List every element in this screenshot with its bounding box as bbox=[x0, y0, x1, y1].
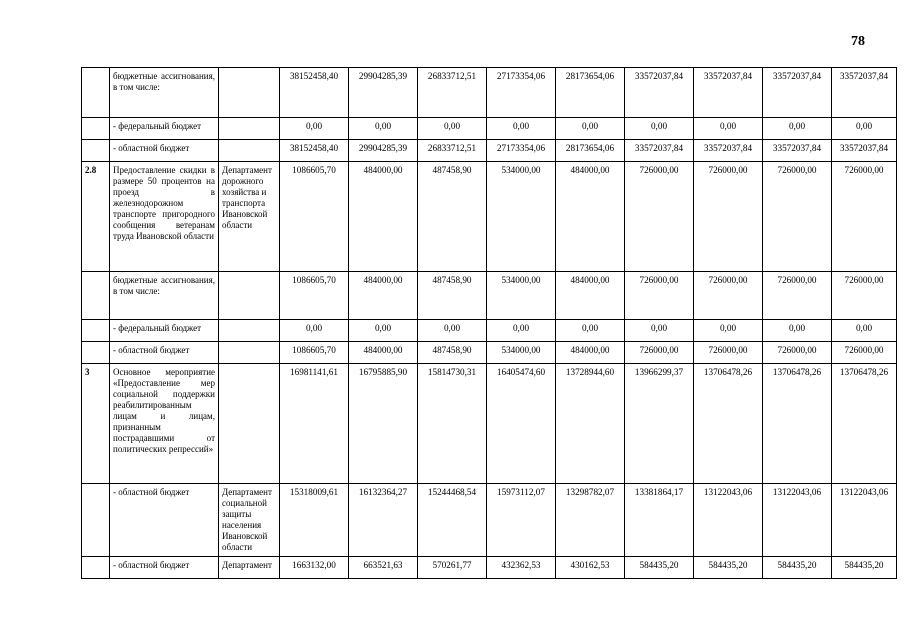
amount-cell: 26833712,51 bbox=[418, 68, 487, 118]
row-index bbox=[82, 342, 110, 364]
amount-cell: 484000,00 bbox=[349, 272, 418, 320]
row-executor bbox=[219, 118, 280, 140]
amount-cell: 726000,00 bbox=[832, 272, 897, 320]
amount-cell: 13298782,07 bbox=[556, 484, 625, 557]
amount-cell: 726000,00 bbox=[694, 342, 763, 364]
amount-cell: 13706478,26 bbox=[694, 364, 763, 484]
table-row bbox=[82, 118, 897, 140]
amount-cell: 0,00 bbox=[280, 118, 349, 140]
table-row bbox=[82, 484, 897, 557]
amount-cell: 1663132,00 bbox=[280, 557, 349, 579]
amount-cell: 33572037,84 bbox=[832, 68, 897, 118]
amount-cell: 27173354,06 bbox=[487, 140, 556, 162]
page-number: 78 bbox=[851, 34, 865, 49]
table-row bbox=[82, 557, 897, 579]
amount-cell: 432362,53 bbox=[487, 557, 556, 579]
amount-cell: 1086605,70 bbox=[280, 272, 349, 320]
table-row bbox=[82, 140, 897, 162]
amount-cell: 726000,00 bbox=[832, 162, 897, 272]
amount-cell: 726000,00 bbox=[625, 342, 694, 364]
row-description: - областной бюджет bbox=[110, 557, 219, 579]
amount-cell: 726000,00 bbox=[694, 272, 763, 320]
amount-cell: 0,00 bbox=[832, 320, 897, 342]
row-executor bbox=[219, 68, 280, 118]
table-row bbox=[82, 364, 897, 484]
amount-cell: 484000,00 bbox=[349, 162, 418, 272]
amount-cell: 38152458,40 bbox=[280, 68, 349, 118]
amount-cell: 534000,00 bbox=[487, 162, 556, 272]
amount-cell: 430162,53 bbox=[556, 557, 625, 579]
amount-cell: 0,00 bbox=[418, 118, 487, 140]
amount-cell: 15814730,31 bbox=[418, 364, 487, 484]
amount-cell: 0,00 bbox=[487, 320, 556, 342]
table-row bbox=[82, 320, 897, 342]
row-executor bbox=[219, 272, 280, 320]
amount-cell: 584435,20 bbox=[832, 557, 897, 579]
amount-cell: 29904285,39 bbox=[349, 68, 418, 118]
row-description: бюджетные ассигнования, в том числе: bbox=[110, 272, 219, 320]
amount-cell: 584435,20 bbox=[694, 557, 763, 579]
row-description: - федеральный бюджет bbox=[110, 320, 219, 342]
row-description: - федеральный бюджет bbox=[110, 118, 219, 140]
amount-cell: 484000,00 bbox=[556, 342, 625, 364]
budget-table bbox=[81, 67, 897, 579]
amount-cell: 0,00 bbox=[625, 118, 694, 140]
amount-cell: 13122043,06 bbox=[763, 484, 832, 557]
amount-cell: 726000,00 bbox=[832, 342, 897, 364]
amount-cell: 28173654,06 bbox=[556, 140, 625, 162]
amount-cell: 484000,00 bbox=[556, 162, 625, 272]
amount-cell: 13728944,60 bbox=[556, 364, 625, 484]
row-executor bbox=[219, 140, 280, 162]
amount-cell: 13706478,26 bbox=[763, 364, 832, 484]
row-description: - областной бюджет bbox=[110, 342, 219, 364]
amount-cell: 726000,00 bbox=[625, 272, 694, 320]
amount-cell: 487458,90 bbox=[418, 342, 487, 364]
row-description: - областной бюджет bbox=[110, 140, 219, 162]
amount-cell: 0,00 bbox=[694, 320, 763, 342]
row-description: Основное мероприятие «Предоставление мер социальной поддержки реабилитированным лицам и лицам, признанным пострадавшими от политических репрессий» bbox=[110, 364, 219, 484]
amount-cell: 663521,63 bbox=[349, 557, 418, 579]
table-row bbox=[82, 272, 897, 320]
amount-cell: 16405474,60 bbox=[487, 364, 556, 484]
row-description: Предоставление скидки в размере 50 процентов на проезд в железнодорожном транспорте пригородного сообщения ветеранам труда Ивановской области bbox=[110, 162, 219, 272]
amount-cell: 16795885,90 bbox=[349, 364, 418, 484]
amount-cell: 0,00 bbox=[763, 118, 832, 140]
row-index bbox=[82, 140, 110, 162]
amount-cell: 16981141,61 bbox=[280, 364, 349, 484]
amount-cell: 15318009,61 bbox=[280, 484, 349, 557]
amount-cell: 0,00 bbox=[418, 320, 487, 342]
amount-cell: 13706478,26 bbox=[832, 364, 897, 484]
amount-cell: 0,00 bbox=[349, 320, 418, 342]
amount-cell: 0,00 bbox=[280, 320, 349, 342]
row-index: 2.8 bbox=[82, 162, 110, 272]
amount-cell: 726000,00 bbox=[763, 342, 832, 364]
amount-cell: 726000,00 bbox=[625, 162, 694, 272]
row-executor bbox=[219, 320, 280, 342]
amount-cell: 27173354,06 bbox=[487, 68, 556, 118]
row-index: 3 bbox=[82, 364, 110, 484]
amount-cell: 33572037,84 bbox=[694, 140, 763, 162]
row-description: - областной бюджет bbox=[110, 484, 219, 557]
row-index bbox=[82, 272, 110, 320]
amount-cell: 13122043,06 bbox=[832, 484, 897, 557]
amount-cell: 15244468,54 bbox=[418, 484, 487, 557]
row-executor bbox=[219, 364, 280, 484]
amount-cell: 16132364,27 bbox=[349, 484, 418, 557]
budget-table-body bbox=[82, 68, 897, 579]
amount-cell: 28173654,06 bbox=[556, 68, 625, 118]
amount-cell: 38152458,40 bbox=[280, 140, 349, 162]
amount-cell: 726000,00 bbox=[763, 162, 832, 272]
amount-cell: 29904285,39 bbox=[349, 140, 418, 162]
amount-cell: 484000,00 bbox=[349, 342, 418, 364]
amount-cell: 0,00 bbox=[832, 118, 897, 140]
row-executor: Департамент bbox=[219, 557, 280, 579]
row-executor: Департамент дорожного хозяйства и транспорта Ивановской области bbox=[219, 162, 280, 272]
amount-cell: 534000,00 bbox=[487, 342, 556, 364]
amount-cell: 1086605,70 bbox=[280, 342, 349, 364]
amount-cell: 584435,20 bbox=[625, 557, 694, 579]
amount-cell: 484000,00 bbox=[556, 272, 625, 320]
row-executor bbox=[219, 342, 280, 364]
amount-cell: 33572037,84 bbox=[832, 140, 897, 162]
amount-cell: 33572037,84 bbox=[694, 68, 763, 118]
amount-cell: 0,00 bbox=[694, 118, 763, 140]
amount-cell: 0,00 bbox=[487, 118, 556, 140]
amount-cell: 570261,77 bbox=[418, 557, 487, 579]
row-index bbox=[82, 484, 110, 557]
amount-cell: 584435,20 bbox=[763, 557, 832, 579]
table-row bbox=[82, 342, 897, 364]
row-index bbox=[82, 68, 110, 118]
row-index bbox=[82, 118, 110, 140]
amount-cell: 13381864,17 bbox=[625, 484, 694, 557]
amount-cell: 534000,00 bbox=[487, 272, 556, 320]
row-description: бюджетные ассигнования, в том числе: bbox=[110, 68, 219, 118]
amount-cell: 33572037,84 bbox=[625, 68, 694, 118]
row-executor: Департамент социальной защиты населения Ивановской области bbox=[219, 484, 280, 557]
amount-cell: 33572037,84 bbox=[763, 140, 832, 162]
table-row bbox=[82, 162, 897, 272]
amount-cell: 487458,90 bbox=[418, 272, 487, 320]
amount-cell: 487458,90 bbox=[418, 162, 487, 272]
amount-cell: 0,00 bbox=[349, 118, 418, 140]
amount-cell: 0,00 bbox=[625, 320, 694, 342]
row-index bbox=[82, 557, 110, 579]
amount-cell: 0,00 bbox=[556, 118, 625, 140]
table-row bbox=[82, 68, 897, 118]
amount-cell: 33572037,84 bbox=[763, 68, 832, 118]
amount-cell: 726000,00 bbox=[763, 272, 832, 320]
amount-cell: 15973112,07 bbox=[487, 484, 556, 557]
amount-cell: 726000,00 bbox=[694, 162, 763, 272]
amount-cell: 33572037,84 bbox=[625, 140, 694, 162]
amount-cell: 26833712,51 bbox=[418, 140, 487, 162]
amount-cell: 1086605,70 bbox=[280, 162, 349, 272]
amount-cell: 0,00 bbox=[556, 320, 625, 342]
amount-cell: 13966299,37 bbox=[625, 364, 694, 484]
row-index bbox=[82, 320, 110, 342]
amount-cell: 0,00 bbox=[763, 320, 832, 342]
amount-cell: 13122043,06 bbox=[694, 484, 763, 557]
